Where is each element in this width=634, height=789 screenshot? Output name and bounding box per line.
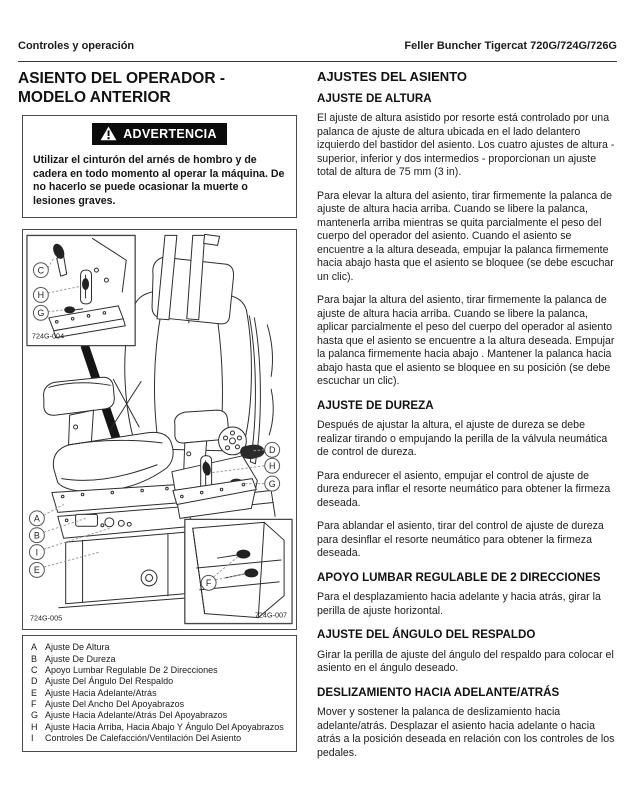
heading-ajuste-de-altura: AJUSTE DE ALTURA [317,91,432,105]
callout-g-right [265,477,280,492]
legend-item: D Ajuste Del Ángulo Del Respaldo [31,676,174,687]
callout-g-top [33,306,48,321]
header-section-title: Controles y operación [18,40,135,52]
legend-item: H Ajuste Hacia Arriba, Hacia Abajo Y Ángulo Del Apoyabrazos [31,721,284,732]
svg-text:H: H [268,461,276,472]
warning-label: ADVERTENCIA [123,126,217,141]
svg-text:F: F [205,578,212,589]
heading-ajuste-de-dureza: AJUSTE DE DUREZA [317,398,434,412]
warning-triangle-icon [100,126,117,141]
paragraph: Para el desplazamiento hacia adelante y hacia atrás, girar la perilla de ajuste horizontal. [317,591,601,617]
callout-h-top [33,288,48,303]
heading-deslizamiento: DESLIZAMIENTO HACIA ADELANTE/ATRÁS [317,685,560,699]
paragraph: El ajuste de altura asistido por resorte está controlado por una palanca de ajuste de altura ubicada en el lado delantero izquierdo del bastidor del asiento. Los cuatro ajustes de altura - superior, inferior y dos intermedios - proporcionan un ajuste total de altura de 75 mm (3 in). [317,112,615,178]
header-product-title: Feller Buncher Tigercat 720G/724G/726G [404,40,617,52]
warning-text: Utilizar el cinturón del arnés de hombro y de cadera en todo momento al operar la máquina. De no hacerlo se puede ocasionar la muerte o lesiones graves. [33,154,285,207]
section-title-ajustes-del-asiento: AJUSTES DEL ASIENTO [317,69,468,84]
legend-item: E Ajuste Hacia Adelante/Atrás [31,687,157,698]
callout-i [29,545,44,560]
svg-text:H: H [37,290,45,301]
legend-item: B Ajuste De Dureza [31,653,116,664]
figure-caption-inset-top: 724G-004 [31,332,65,342]
callout-e [29,563,44,578]
paragraph: Para endurecer el asiento, empujar el control de ajuste de dureza para inflar el resorte neumático para obtener la firmeza deseada. [317,469,611,509]
svg-text:G: G [268,479,276,490]
legend-item: F Ajuste Del Ancho Del Apoyabrazos [31,699,185,710]
paragraph: Después de ajustar la altura, el ajuste de dureza se debe realizar tirando o empujando la perilla de la válvula neumática de control de dureza. [317,419,608,458]
legend-item: G Ajuste Hacia Adelante/Atrás Del Apoyabrazos [31,710,228,721]
warning-banner [92,123,227,145]
svg-text:G: G [37,308,45,319]
paragraph: Para bajar la altura del asiento, tirar firmemente la palanca de ajuste de altura hacia arriba. Cuando se libere la palanca, aplicar parcialmente el peso del cuerpo del operador al asiento hasta que el asiento se encuentre a la altura deseada. Empujar la palanca firmemente hacia abajo . Mantener la palanca hacia abajo hasta que el asiento se bloquee en su posición (se debe escuchar un clic). [317,294,615,387]
left-column [18,68,298,770]
legend-item: I Controles De Calefacción/Ventilación Del Asiento [31,733,242,744]
page-header [18,40,617,62]
seat-illustration [23,230,296,629]
svg-text:B: B [33,530,40,541]
svg-text:E: E [33,565,40,576]
seat-figure-box [22,229,297,630]
right-column [317,68,617,770]
paragraph: Girar la perilla de ajuste del ángulo del respaldo para colocar el asiento en el ángulo deseado. [317,648,614,674]
heading-angulo-respaldo: AJUSTE DEL ÁNGULO DEL RESPALDO [317,628,536,641]
callout-h-right [265,459,280,474]
warning-box [22,115,297,218]
legend-item: C Apoyo Lumbar Regulable De 2 Direcciones [31,665,218,676]
callout-f [201,576,216,591]
callout-b [29,528,44,543]
paragraph: Mover y sostener la palanca de deslizamiento hacia adelante/atrás. Desplazar el asiento hacia adelante o hacia atrás a la posición deseada en relación con los controles de los pedales. [317,706,615,759]
figure-caption-inset-bottom: 724G-007 [254,610,288,620]
figure-legend [22,635,297,752]
callout-a [29,511,44,526]
svg-text:D: D [268,445,276,456]
page-title: ASIENTO DEL OPERADOR - MODELO ANTERIOR [18,70,225,106]
svg-text:C: C [37,265,45,276]
svg-text:I: I [35,547,39,558]
heading-apoyo-lumbar: APOYO LUMBAR REGULABLE DE 2 DIRECCIONES [317,570,601,584]
svg-text:A: A [33,513,40,524]
paragraph: Para ablandar el asiento, tirar del control de ajuste de dureza para desinflar el resorte neumático para obtener la firmeza deseada. [317,520,604,559]
callout-d [265,443,280,458]
callout-c [33,263,48,278]
figure-caption-main: 724G-005 [29,613,63,623]
legend-item: A Ajuste De Altura [31,642,110,653]
paragraph: Para elevar la altura del asiento, tirar firmemente la palanca de ajuste de altura hacia arriba. Cuando se libere la palanca, mantenerla arriba mientras se quita parcialmente el peso del cuerpo del operador del asiento. Cuando el asiento se encuentre a la altura deseada, empujar la palanca firmemente hacia abajo hasta que el asiento se bloquee (se debe escuchar un clic). [317,189,614,283]
